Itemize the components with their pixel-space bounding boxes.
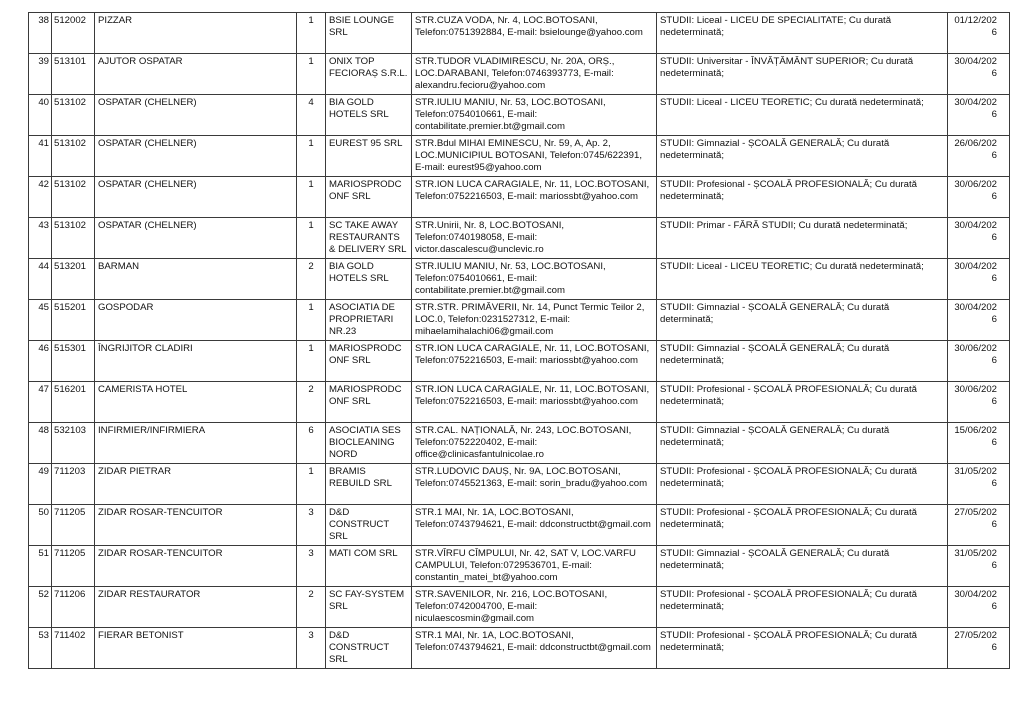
occupation-code: 513102 [52,95,95,136]
employer-name: BRAMIS REBUILD SRL [326,464,412,505]
employer-name: BSIE LOUNGE SRL [326,13,412,54]
positions-count: 4 [297,95,326,136]
table-row [29,505,1010,546]
valid-until-date: 27/05/2026 [948,505,1010,546]
employer-name: MARIOSPRODCONF SRL [326,177,412,218]
occupation-code: 711206 [52,587,95,628]
employer-address-contact: STR.IULIU MANIU, Nr. 53, LOC.BOTOSANI, Telefon:0754010661, E-mail: contabilitate.premier.bt@gmail.com [412,259,657,300]
occupation-code: 711203 [52,464,95,505]
table-row [29,177,1010,218]
table-row [29,341,1010,382]
valid-until-date: 31/05/2026 [948,546,1010,587]
job-title: OSPATAR (CHELNER) [95,218,297,259]
occupation-code: 513201 [52,259,95,300]
positions-count: 1 [297,177,326,218]
positions-count: 2 [297,587,326,628]
table-row [29,218,1010,259]
occupation-code: 513102 [52,177,95,218]
job-title: GOSPODAR [95,300,297,341]
row-number: 51 [29,546,52,587]
row-number: 38 [29,13,52,54]
employer-name: MATI COM SRL [326,546,412,587]
row-number: 44 [29,259,52,300]
positions-count: 1 [297,218,326,259]
employer-name: ONIX TOP FECIORAȘ S.R.L. [326,54,412,95]
table-row [29,587,1010,628]
studies-requirement: STUDII: Gimnazial - ȘCOALĂ GENERALĂ; Cu durată nedeterminată; [657,341,948,382]
employer-address-contact: STR.1 MAI, Nr. 1A, LOC.BOTOSANI, Telefon:0743794621, E-mail: ddconstructbt@gmail.com [412,505,657,546]
valid-until-date: 15/06/2026 [948,423,1010,464]
occupation-code: 516201 [52,382,95,423]
valid-until-date: 30/06/2026 [948,382,1010,423]
employer-address-contact: STR.CAL. NAȚIONALĂ, Nr. 243, LOC.BOTOSANI, Telefon:0752220402, E-mail: office@clinicasfantulnicolae.ro [412,423,657,464]
employer-address-contact: STR.STR. PRIMĂVERII, Nr. 14, Punct Termic Teilor 2, LOC.0, Telefon:0231527312, E-mail: mihaelamihalachi06@gmail.com [412,300,657,341]
job-title: FIERAR BETONIST [95,628,297,669]
table-row [29,464,1010,505]
table-row [29,423,1010,464]
positions-count: 1 [297,300,326,341]
occupation-code: 513101 [52,54,95,95]
row-number: 50 [29,505,52,546]
employer-name: ASOCIATIA DE PROPRIETARI NR.23 [326,300,412,341]
positions-count: 3 [297,505,326,546]
valid-until-date: 26/06/2026 [948,136,1010,177]
occupation-code: 512002 [52,13,95,54]
employer-address-contact: STR.SAVENILOR, Nr. 216, LOC.BOTOSANI, Telefon:0742004700, E-mail: niculaescosmin@gmail.com [412,587,657,628]
table-row [29,95,1010,136]
studies-requirement: STUDII: Primar - FĂRĂ STUDII; Cu durată nedeterminată; [657,218,948,259]
occupation-code: 515201 [52,300,95,341]
employer-name: MARIOSPRODCONF SRL [326,341,412,382]
valid-until-date: 30/04/2026 [948,95,1010,136]
studies-requirement: STUDII: Liceal - LICEU TEORETIC; Cu durată nedeterminată; [657,259,948,300]
studies-requirement: STUDII: Gimnazial - ȘCOALĂ GENERALĂ; Cu durată nedeterminată; [657,546,948,587]
table-body [29,13,1010,669]
studies-requirement: STUDII: Profesional - ȘCOALĂ PROFESIONALĂ; Cu durată nedeterminată; [657,382,948,423]
positions-count: 6 [297,423,326,464]
job-title: AJUTOR OSPATAR [95,54,297,95]
job-title: PIZZAR [95,13,297,54]
employer-address-contact: STR.IULIU MANIU, Nr. 53, LOC.BOTOSANI, Telefon:0754010661, E-mail: contabilitate.premier.bt@gmail.com [412,95,657,136]
employer-address-contact: STR.CUZA VODA, Nr. 4, LOC.BOTOSANI, Telefon:0751392884, E-mail: bsielounge@yahoo.com [412,13,657,54]
occupation-code: 515301 [52,341,95,382]
row-number: 49 [29,464,52,505]
table-row [29,13,1010,54]
occupation-code: 711402 [52,628,95,669]
table-row [29,300,1010,341]
positions-count: 1 [297,136,326,177]
job-title: BARMAN [95,259,297,300]
table-row [29,54,1010,95]
row-number: 46 [29,341,52,382]
occupation-code: 513102 [52,218,95,259]
studies-requirement: STUDII: Profesional - ȘCOALĂ PROFESIONALĂ; Cu durată nedeterminată; [657,464,948,505]
occupation-code: 513102 [52,136,95,177]
valid-until-date: 30/04/2026 [948,259,1010,300]
row-number: 53 [29,628,52,669]
studies-requirement: STUDII: Profesional - ȘCOALĂ PROFESIONALĂ; Cu durată nedeterminată; [657,628,948,669]
job-listings-table [28,12,1010,669]
employer-address-contact: STR.LUDOVIC DAUȘ, Nr. 9A, LOC.BOTOSANI, Telefon:0745521363, E-mail: sorin_bradu@yahoo.com [412,464,657,505]
occupation-code: 711205 [52,505,95,546]
employer-name: BIA GOLD HOTELS SRL [326,95,412,136]
valid-until-date: 30/04/2026 [948,218,1010,259]
studies-requirement: STUDII: Gimnazial - ȘCOALĂ GENERALĂ; Cu durată nedeterminată; [657,136,948,177]
positions-count: 1 [297,464,326,505]
job-title: CAMERISTA HOTEL [95,382,297,423]
table-row [29,259,1010,300]
job-title: ÎNGRIJITOR CLADIRI [95,341,297,382]
employer-address-contact: STR.1 MAI, Nr. 1A, LOC.BOTOSANI, Telefon:0743794621, E-mail: ddconstructbt@gmail.com [412,628,657,669]
row-number: 47 [29,382,52,423]
job-title: ZIDAR PIETRAR [95,464,297,505]
positions-count: 3 [297,628,326,669]
employer-name: D&D CONSTRUCT SRL [326,628,412,669]
studies-requirement: STUDII: Gimnazial - ȘCOALĂ GENERALĂ; Cu durată nedeterminată; [657,423,948,464]
studies-requirement: STUDII: Profesional - ȘCOALĂ PROFESIONALĂ; Cu durată nedeterminată; [657,505,948,546]
row-number: 52 [29,587,52,628]
job-title: OSPATAR (CHELNER) [95,177,297,218]
studies-requirement: STUDII: Profesional - ȘCOALĂ PROFESIONALĂ; Cu durată nedeterminată; [657,587,948,628]
row-number: 42 [29,177,52,218]
table-row [29,382,1010,423]
row-number: 48 [29,423,52,464]
studies-requirement: STUDII: Gimnazial - ȘCOALĂ GENERALĂ; Cu durată determinată; [657,300,948,341]
valid-until-date: 27/05/2026 [948,628,1010,669]
job-title: ZIDAR RESTAURATOR [95,587,297,628]
row-number: 43 [29,218,52,259]
table-row [29,546,1010,587]
occupation-code: 711205 [52,546,95,587]
valid-until-date: 01/12/2026 [948,13,1010,54]
employer-name: ASOCIATIA SES BIOCLEANING NORD [326,423,412,464]
positions-count: 1 [297,341,326,382]
job-listings-sheet [28,12,1009,669]
employer-address-contact: STR.Bdul MIHAI EMINESCU, Nr. 59, A, Ap. 2, LOC.MUNICIPIUL BOTOSANI, Telefon:0745/622391, E-mail: eurest95@yahoo.com [412,136,657,177]
valid-until-date: 30/04/2026 [948,587,1010,628]
row-number: 41 [29,136,52,177]
studies-requirement: STUDII: Universitar - ÎNVĂȚĂMÂNT SUPERIOR; Cu durată nedeterminată; [657,54,948,95]
employer-name: D&D CONSTRUCT SRL [326,505,412,546]
valid-until-date: 30/06/2026 [948,341,1010,382]
employer-address-contact: STR.TUDOR VLADIMIRESCU, Nr. 20A, ORȘ., LOC.DARABANI, Telefon:0746393773, E-mail: alexandru.fecioru@yahoo.com [412,54,657,95]
employer-name: SC FAY-SYSTEM SRL [326,587,412,628]
job-title: INFIRMIER/INFIRMIERA [95,423,297,464]
positions-count: 2 [297,259,326,300]
job-title: ZIDAR ROSAR-TENCUITOR [95,546,297,587]
employer-name: MARIOSPRODCONF SRL [326,382,412,423]
employer-name: BIA GOLD HOTELS SRL [326,259,412,300]
employer-name: SC TAKE AWAY RESTAURANTS & DELIVERY SRL [326,218,412,259]
positions-count: 1 [297,13,326,54]
employer-address-contact: STR.ION LUCA CARAGIALE, Nr. 11, LOC.BOTOSANI, Telefon:0752216503, E-mail: mariossbt@yahoo.com [412,177,657,218]
employer-name: EUREST 95 SRL [326,136,412,177]
studies-requirement: STUDII: Profesional - ȘCOALĂ PROFESIONALĂ; Cu durată nedeterminată; [657,177,948,218]
positions-count: 3 [297,546,326,587]
employer-address-contact: STR.ION LUCA CARAGIALE, Nr. 11, LOC.BOTOSANI, Telefon:0752216503, E-mail: mariossbt@yahoo.com [412,382,657,423]
row-number: 45 [29,300,52,341]
job-title: ZIDAR ROSAR-TENCUITOR [95,505,297,546]
studies-requirement: STUDII: Liceal - LICEU TEORETIC; Cu durată nedeterminată; [657,95,948,136]
row-number: 40 [29,95,52,136]
row-number: 39 [29,54,52,95]
employer-address-contact: STR.VÎRFU CÎMPULUI, Nr. 42, SAT V, LOC.VARFU CAMPULUI, Telefon:0729536701, E-mail: constantin_matei_bt@yahoo.com [412,546,657,587]
occupation-code: 532103 [52,423,95,464]
table-row [29,628,1010,669]
job-title: OSPATAR (CHELNER) [95,136,297,177]
valid-until-date: 30/06/2026 [948,177,1010,218]
employer-address-contact: STR.Unirii, Nr. 8, LOC.BOTOSANI, Telefon:0740198058, E-mail: victor.dascalescu@unclevic.ro [412,218,657,259]
employer-address-contact: STR.ION LUCA CARAGIALE, Nr. 11, LOC.BOTOSANI, Telefon:0752216503, E-mail: mariossbt@yahoo.com [412,341,657,382]
table-row [29,136,1010,177]
studies-requirement: STUDII: Liceal - LICEU DE SPECIALITATE; Cu durată nedeterminată; [657,13,948,54]
valid-until-date: 30/04/2026 [948,54,1010,95]
valid-until-date: 31/05/2026 [948,464,1010,505]
positions-count: 2 [297,382,326,423]
valid-until-date: 30/04/2026 [948,300,1010,341]
job-title: OSPATAR (CHELNER) [95,95,297,136]
positions-count: 1 [297,54,326,95]
